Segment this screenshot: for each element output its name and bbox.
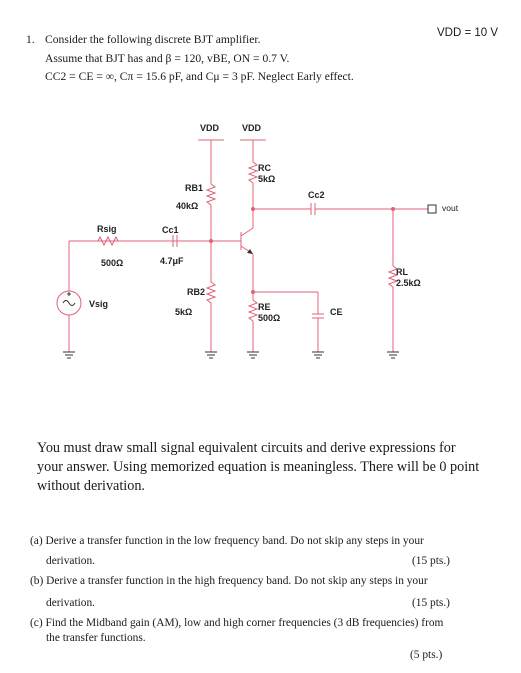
ce-name: CE bbox=[330, 307, 343, 317]
instruction-line-1: You must draw small signal equivalent circuits and derive expressions for bbox=[37, 440, 456, 456]
problem-line-2: Assume that BJT has and β = 120, vBE, ON = 0.7 V. bbox=[45, 52, 290, 65]
vdd-label-2: VDD bbox=[242, 123, 262, 133]
rl-name: RL bbox=[396, 267, 408, 277]
cc2-name: Cc2 bbox=[308, 190, 325, 200]
rb1-name: RB1 bbox=[185, 183, 204, 193]
part-a-line-2: derivation. bbox=[46, 555, 96, 567]
part-a-points: (15 pts.) bbox=[412, 555, 450, 567]
rb1-value: 40kΩ bbox=[176, 201, 199, 211]
vdd-note: VDD = 10 V bbox=[437, 27, 499, 39]
problem-line-1: Consider the following discrete BJT amplifier. bbox=[45, 33, 261, 46]
part-b-points: (15 pts.) bbox=[412, 597, 450, 609]
problem-line-3: CC2 = CE = ∞, Cπ = 15.6 pF, and Cμ = 3 pF. Neglect Early effect. bbox=[45, 70, 354, 83]
part-b-line-1: (b) Derive a transfer function in the high frequency band. Do not skip any steps in your bbox=[30, 575, 428, 587]
rsig-name: Rsig bbox=[97, 224, 117, 234]
vout-terminal bbox=[428, 205, 436, 213]
part-a-line-1: (a) Derive a transfer function in the low frequency band. Do not skip any steps in your bbox=[30, 535, 424, 547]
vdd-label-1: VDD bbox=[200, 123, 220, 133]
instruction-line-3: without derivation. bbox=[37, 478, 145, 494]
rc-name: RC bbox=[258, 163, 271, 173]
re-name: RE bbox=[258, 302, 271, 312]
vsig-label: Vsig bbox=[89, 299, 109, 309]
rb2-name: RB2 bbox=[187, 287, 206, 297]
rl-value: 2.5kΩ bbox=[396, 278, 421, 288]
cc1-value: 4.7μF bbox=[160, 256, 184, 266]
cc1-name: Cc1 bbox=[162, 225, 179, 235]
vout-label: vout bbox=[442, 203, 459, 213]
rc-value: 5kΩ bbox=[258, 174, 276, 184]
part-c-line-2: the transfer functions. bbox=[46, 632, 146, 644]
part-c-line-1: (c) Find the Midband gain (AM), low and high corner frequencies (3 dB frequencies) from bbox=[30, 617, 444, 629]
part-c-points: (5 pts.) bbox=[410, 649, 443, 661]
part-b-line-2: derivation. bbox=[46, 597, 96, 609]
re-value: 500Ω bbox=[258, 313, 281, 323]
problem-number: 1. bbox=[26, 33, 35, 46]
instruction-line-2: your answer. Using memorized equation is meaningless. There will be 0 point bbox=[37, 459, 480, 475]
rsig-value: 500Ω bbox=[101, 258, 124, 268]
rb2-value: 5kΩ bbox=[175, 307, 193, 317]
